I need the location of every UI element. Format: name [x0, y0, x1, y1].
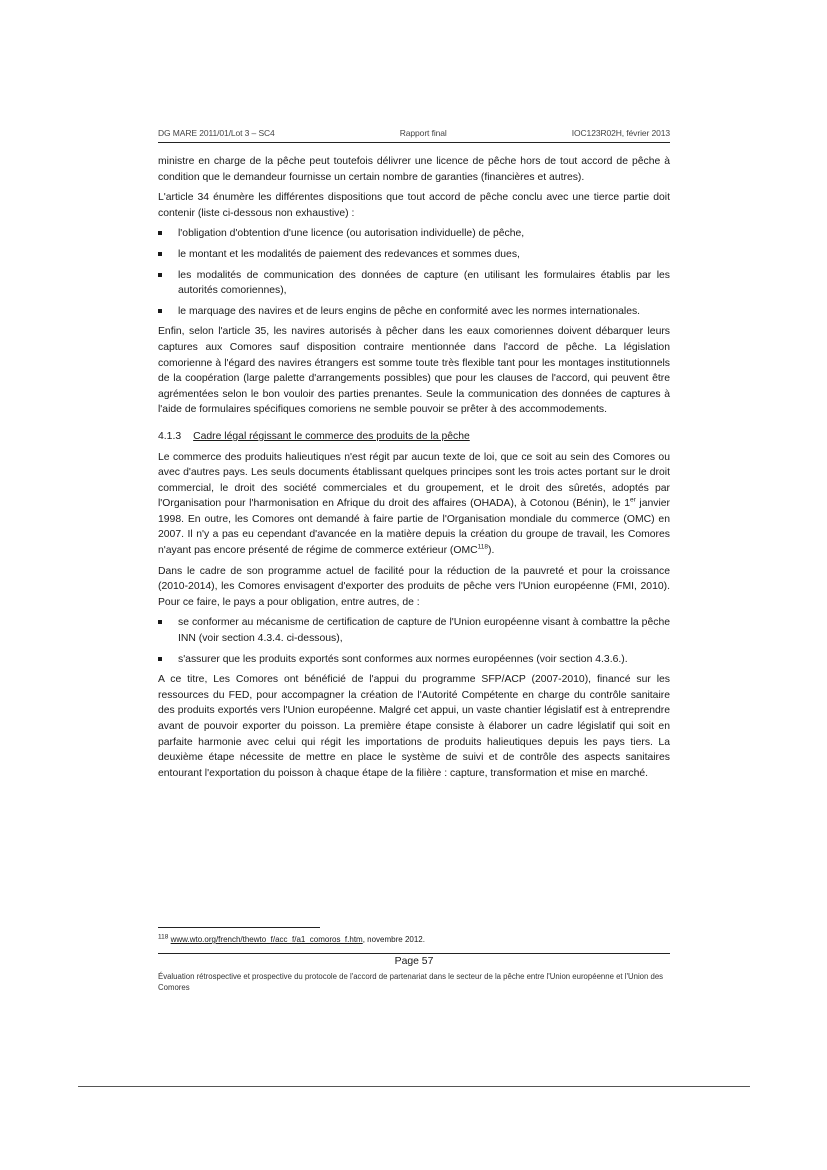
paragraph-5: Dans le cadre de son programme actuel de facilité pour la réduction de la pauvreté et pour la croissance (2010-2014), les Comores envisagent d'exporter des produits de pêche vers l'Union européenne (FMI, 2010). Pour ce faire, le pays a pour obligation, entre autres, de :	[158, 565, 670, 608]
list-item	[158, 247, 670, 263]
paragraph-4	[158, 450, 670, 559]
list-item-text: se conformer au mécanisme de certification de capture de l'Union européenne visant à combattre la pêche INN (voir section 4.3.4. ci-dessous),	[178, 617, 670, 645]
bullet-icon	[158, 620, 162, 624]
paragraph-1: ministre en charge de la pêche peut toutefois délivrer une licence de pêche hors de tout accord de pêche à condition que le demandeur fournisse un certain nombre de garanties (financières et autres).	[158, 156, 670, 183]
list-item-text: le montant et les modalités de paiement des redevances et sommes dues,	[178, 248, 520, 260]
page-body	[158, 154, 670, 786]
bullet-icon	[158, 231, 162, 235]
list-item	[158, 304, 670, 320]
obligations-list	[158, 615, 670, 667]
section-title: Cadre légal régissant le commerce des produits de la pêche	[193, 430, 470, 442]
bullet-icon	[158, 273, 162, 277]
list-item-text: les modalités de communication des données de capture (en utilisant les formulaires établis par les autorités comoriennes),	[178, 269, 670, 297]
paragraph-3: Enfin, selon l'article 35, les navires autorisés à pêcher dans les eaux comoriennes doivent débarquer leurs captures aux Comores sauf disposition contraire mentionnée dans l'accord de pêche. La législation comorienne à l'égard des navires étrangers est somme toute très flexible tant pour les montages institutionnels de la coopération (large palette d'arrangements possibles) que pour les clauses de l'accord, qui peuvent être agrémentées selon le bon vouloir des parties prenantes. Seule la communication des données de captures à l'aide de formulaires spécifiques comoriens ne semble pouvoir se prêter à des accommodements.	[158, 326, 670, 416]
list-item	[158, 615, 670, 646]
footnote-reference[interactable]: 118	[477, 543, 488, 551]
header-divider	[158, 142, 670, 143]
list-item	[158, 268, 670, 299]
list-item-text: le marquage des navires et de leurs engins de pêche en conformité avec les normes internationales.	[178, 305, 641, 317]
list-item	[158, 226, 670, 242]
article-34-list	[158, 226, 670, 319]
header-center: Rapport final	[399, 128, 447, 138]
paragraph-4-part-a: Le commerce des produits halieutiques n'est régit par aucun texte de loi, que ce soit au sein des Comores ou avec d'autres pays. Les seuls documents établissant quelques principes sont les trois actes portant sur le droit commercial, le droit des société commerciales et du groupement, et le droit des sûretés, adoptés par l'Organisation pour l'harmonisation en Afrique du droit des affaires (OHADA), à Cotonou (Bénin), le 1	[158, 451, 670, 510]
footnote-suffix: , novembre 2012.	[362, 935, 425, 944]
footnote-divider	[158, 927, 320, 928]
paragraph-6: A ce titre, Les Comores ont bénéficié de l'appui du programme SFP/ACP (2007-2010), financé sur les ressources du FED, pour accompagner la création de l'Autorité Compétente en charge du contrôle sanitaire des produits exportés vers l'Union européenne. Malgré cet appui, un vaste chantier législatif est à entreprendre avant de pouvoir exporter du poisson. La première étape consiste à élaborer un cadre législatif qui soit en parfaite harmonie avec celui qui régit les importations de produits halieutiques depuis les pays tiers. La deuxième étape nécessite de mettre en place le système de suivi et de contrôle des aspects sanitaires entourant l'exportation du poisson à chaque étape de la filière : capture, transformation et mise en marché.	[158, 674, 670, 779]
footnote-link[interactable]: www.wto.org/french/thewto_f/acc_f/a1_comoros_f.htm	[170, 935, 363, 944]
page-bottom-divider	[78, 1086, 750, 1087]
bullet-icon	[158, 309, 162, 313]
bullet-icon	[158, 252, 162, 256]
footnote	[158, 934, 670, 945]
footer-caption: Évaluation rétrospective et prospective du protocole de l'accord de partenariat dans le secteur de la pêche entre l'Union européenne et l'Union des Comores	[158, 972, 664, 992]
page-header	[158, 128, 670, 138]
bullet-icon	[158, 657, 162, 661]
header-right: IOC123R02H, février 2013	[571, 128, 670, 138]
page-number: Page 57	[394, 956, 434, 967]
paragraph-4-part-c: ).	[488, 545, 495, 557]
header-left: DG MARE 2011/01/Lot 3 – SC4	[158, 128, 275, 138]
list-item-text: s'assurer que les produits exportés sont conformes aux normes européennes (voir section 4.3.6.).	[178, 653, 628, 665]
footer-divider	[158, 953, 670, 954]
section-heading	[158, 429, 670, 445]
ordinal-superscript: er	[630, 496, 636, 504]
list-item	[158, 652, 670, 668]
section-number: 4.1.3	[158, 430, 182, 442]
paragraph-4-part-b: janvier 1998. En outre, les Comores ont demandé à faire partie de l'Organisation mondiale du commerce (OMC) en 2007. Il n'y a pas eu cependant d'avancée en la matière depuis la création du groupe de travail, les Comores n'ayant pas encore présenté de régime de commerce extérieur (OMC	[158, 498, 670, 557]
paragraph-2: L'article 34 énumère les différentes dispositions que tout accord de pêche conclu avec une tierce partie doit contenir (liste ci-dessous non exhaustive) :	[158, 192, 670, 219]
footnote-number: 118	[158, 933, 169, 941]
list-item-text: l'obligation d'obtention d'une licence (ou autorisation individuelle) de pêche,	[178, 228, 525, 240]
